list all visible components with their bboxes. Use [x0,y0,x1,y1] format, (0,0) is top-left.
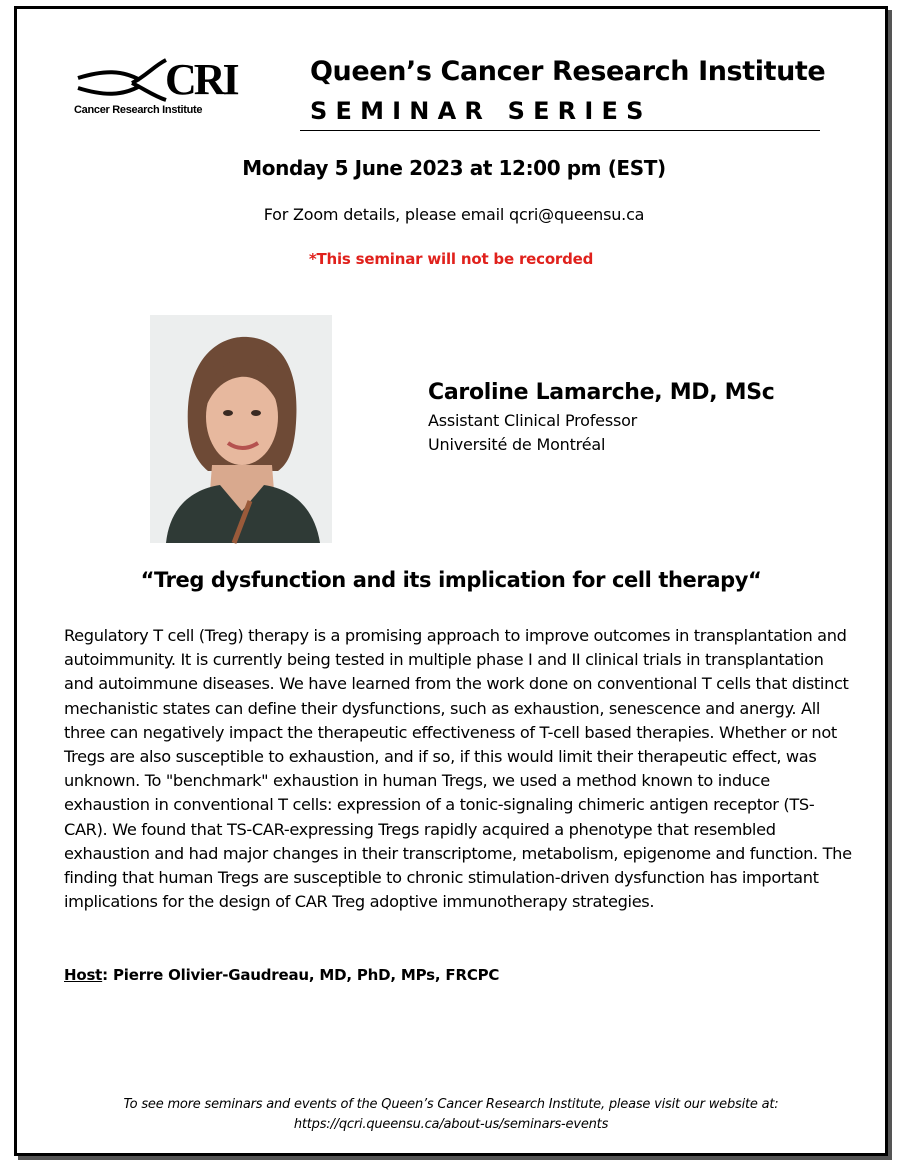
zoom-details-note: For Zoom details, please email qcri@queensu.ca [263,205,645,224]
talk-title: “Treg dysfunction and its implication for cell therapy“ [140,568,762,592]
event-date-time: Monday 5 June 2023 at 12:00 pm (EST) [242,156,666,180]
seminar-series-heading: SEMINAR SERIES [310,97,652,125]
institute-title: Queen’s Cancer Research Institute [310,56,826,87]
speaker-institution: Université de Montréal [428,435,606,454]
header-divider [300,130,820,131]
footer-url[interactable]: https://qcri.queensu.ca/about-us/seminars-events [293,1117,609,1132]
host-line [64,966,499,984]
speaker-position: Assistant Clinical Professor [428,411,638,430]
host-name: : Pierre Olivier-Gaudreau, MD, PhD, MPs, FRCPC [102,966,500,984]
talk-abstract: Regulatory T cell (Treg) therapy is a promising approach to improve outcomes in transplantation and autoimmunity. It is currently being tested in multiple phase I and II clinical trials in transplantation and autoimmune diseases. We have learned from the work done on conventional T cells that distinct mechanistic states can define their dysfunctions, such as exhaustion, senescence and anergy. All three can negatively impact the therapeutic effectiveness of T-cell based therapies. Whether or not Tregs are also susceptible to exhaustion, and if so, if this would limit their therapeutic effect, was unknown. To "benchmark" exhaustion in human Tregs, we used a method known to induce exhaustion in conventional T cells: expression of a tonic-signaling chimeric antigen receptor (TS-CAR). We found that TS-CAR-expressing Tregs rapidly acquired a phenotype that resembled exhaustion and had major changes in their transcriptome, metabolism, epigenome and function. The finding that human Tregs are susceptible to chronic stimulation-driven dysfunction has important implications for the design of CAR Treg adoptive immunotherapy strategies. [64,626,852,912]
footer-note: To see more seminars and events of the Queen’s Cancer Research Institute, please visit our website at: [123,1097,779,1112]
logo-caption: Cancer Research Institute [74,104,203,116]
logo-mark-text: CRI [165,55,237,104]
host-label: Host [64,966,103,984]
speaker-name: Caroline Lamarche, MD, MSc [428,380,775,405]
speaker-photo [150,315,332,543]
recording-notice: *This seminar will not be recorded [308,250,594,268]
